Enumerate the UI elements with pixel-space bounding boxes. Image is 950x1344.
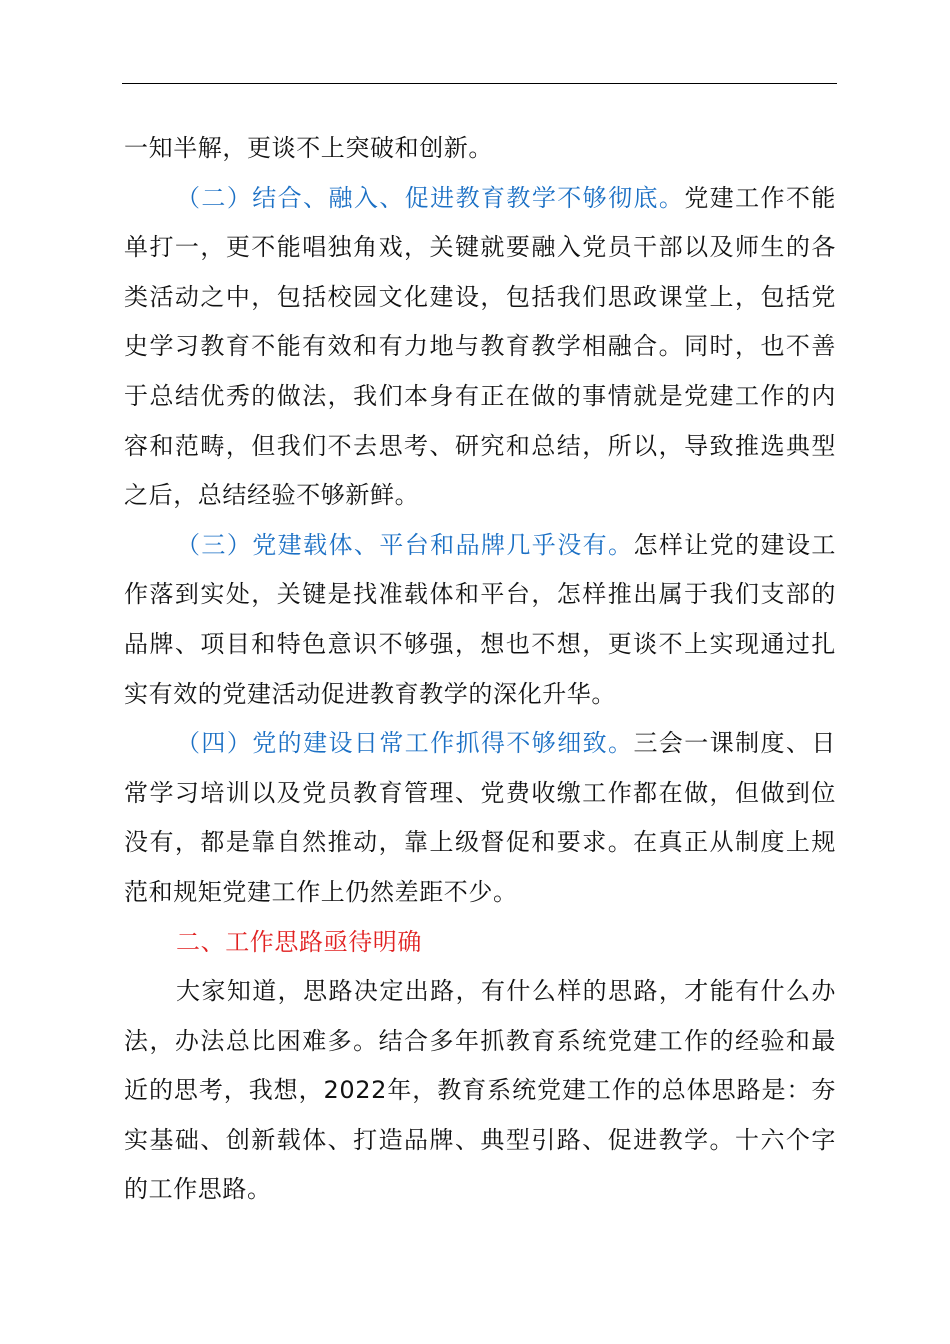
document-body (124, 124, 836, 1215)
header-rule (122, 83, 837, 84)
paragraph-issue-4 (124, 719, 836, 917)
paragraph-text: 大家知道，思路决定出路，有什么样的思路，才能有什么办法，办法总比困难多。结合多年抓教育系统党建工作的经验和最近的思考，我想，2022年，教育系统党建工作的总体思路是：夯实基础、创新载体、打造品牌、典型引路、促进教学。十六个字的工作思路。 (124, 977, 836, 1204)
subheading-issue-4: （四）党的建设日常工作抓得不够细致。 (176, 729, 634, 758)
paragraph-issue-2 (124, 174, 836, 521)
paragraph-issue-3 (124, 521, 836, 719)
paragraph-text: 三会一课制度、日常学习培训以及党员教育管理、党费收缴工作都在做，但做到位没有，都是靠自然推动，靠上级督促和要求。在真正从制度上规范和规矩党建工作上仍然差距不少。 (124, 729, 836, 906)
subheading-issue-3: （三）党建载体、平台和品牌几乎没有。 (176, 530, 634, 559)
paragraph-work-approach (124, 967, 836, 1215)
paragraph-text: 怎样让党的建设工作落到实处，关键是找准载体和平台，怎样推出属于我们支部的品牌、项目和特色意识不够强，想也不想，更谈不上实现通过扎实有效的党建活动促进教育教学的深化升华。 (124, 530, 836, 708)
paragraph-continuation (124, 124, 836, 174)
subheading-issue-2: （二）结合、融入、促进教育教学不够彻底。 (176, 183, 685, 212)
section-heading-2: 二、工作思路亟待明确 (176, 927, 422, 956)
section-heading-paragraph (124, 918, 836, 968)
paragraph-text: 一知半解，更谈不上突破和创新。 (124, 134, 493, 162)
paragraph-text: 党建工作不能单打一，更不能唱独角戏，关键就要融入党员干部以及师生的各类活动之中，包括校园文化建设，包括我们思政课堂上，包括党史学习教育不能有效和有力地与教育教学相融合。同时，也不善于总结优秀的做法，我们本身有正在做的事情就是党建工作的内容和范畴，但我们不去思考、研究和总结，所以，导致推选典型之后，总结经验不够新鲜。 (124, 183, 836, 510)
